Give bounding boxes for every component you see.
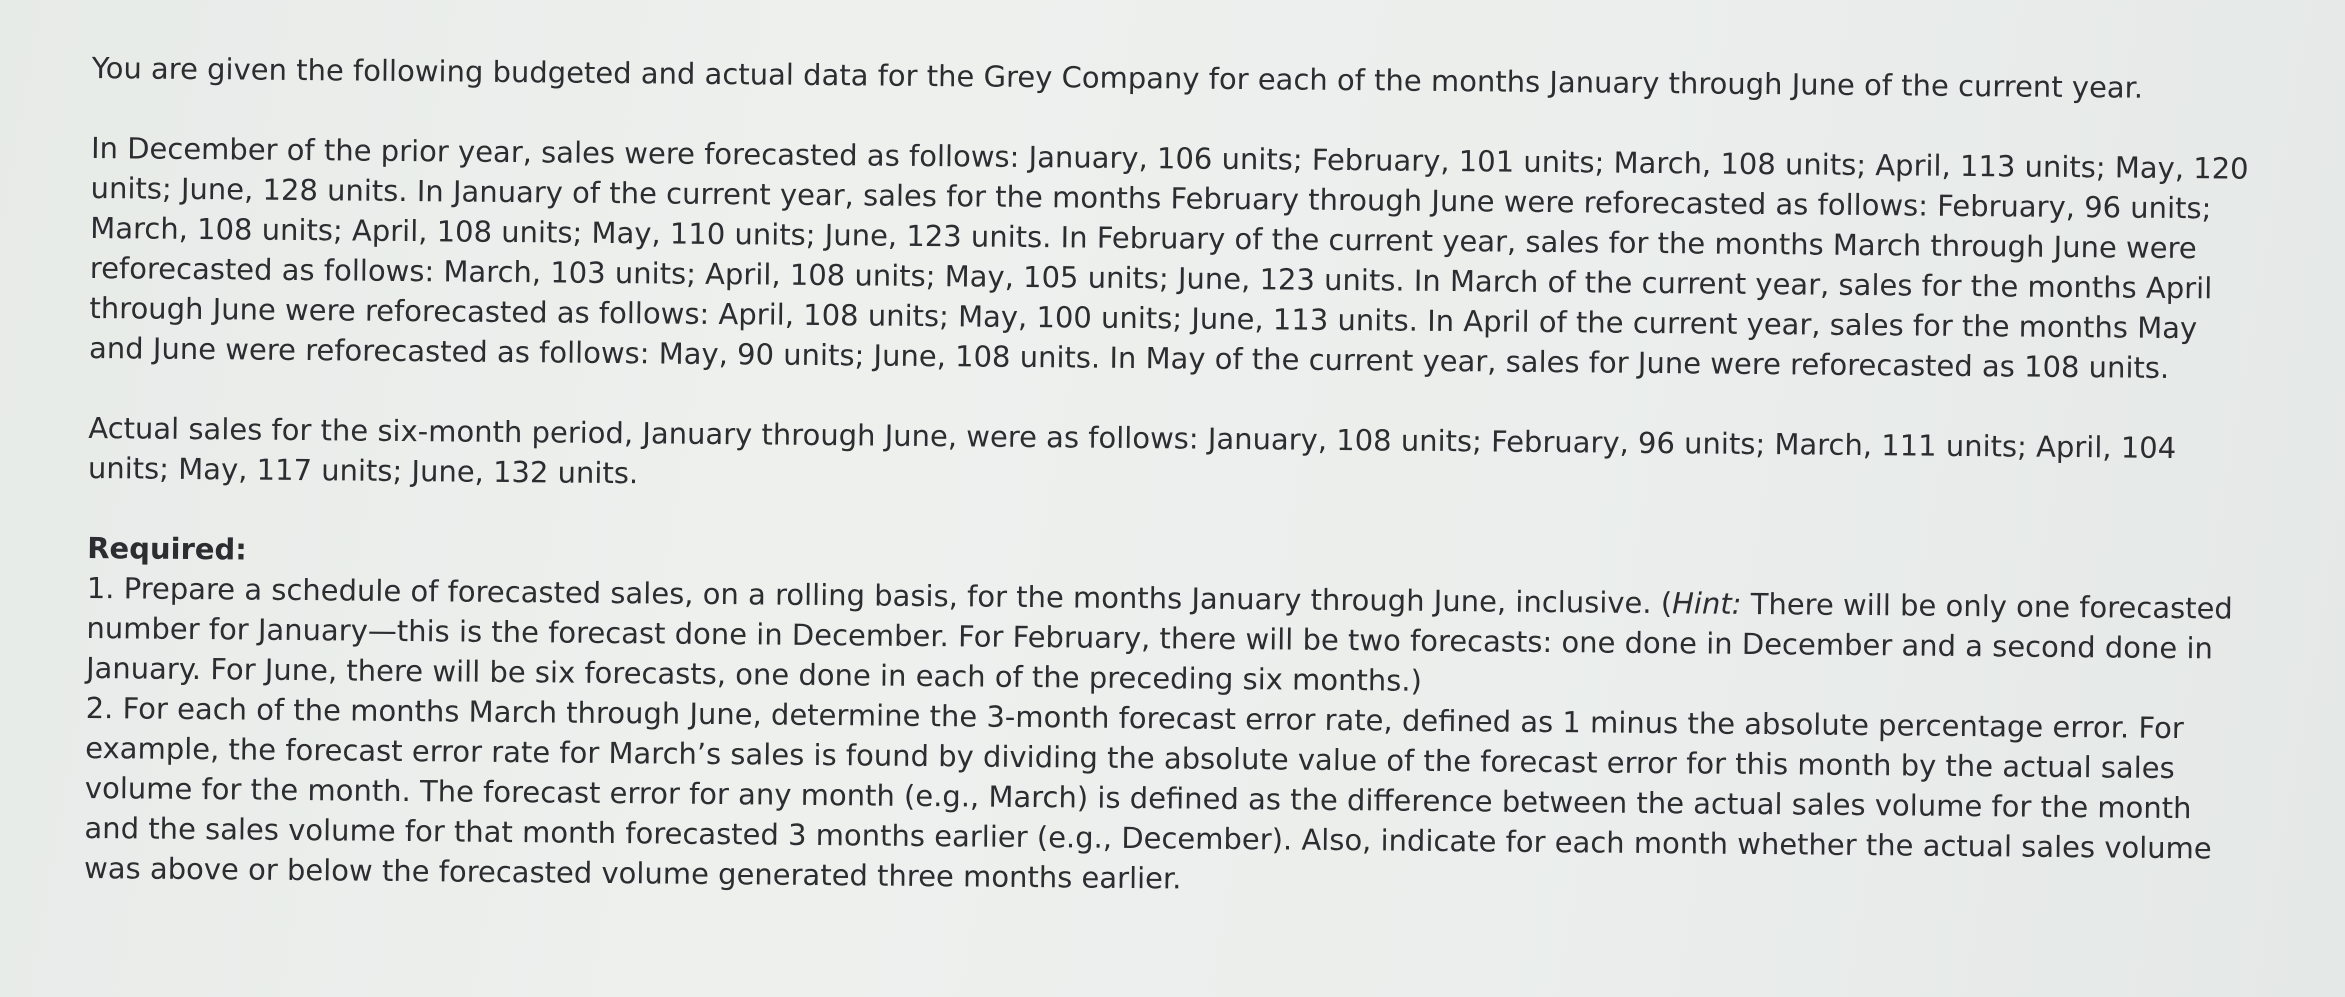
hint-label: Hint: (1671, 586, 1742, 621)
intro-paragraph: You are given the following budgeted and actual data for the Grey Company for each of the months January through June of the current year. (91, 50, 2144, 105)
forecasts-paragraph: In December of the prior year, sales were forecasted as follows: January, 106 units; February, 101 units; March, 108 units; April, 113 units; May, 120 units; June, 128 units. In January of the current year, sales for the months February through June were reforecasted as follows: February, 96 units; March, 108 units; April, 108 units; May, 110 units; June, 123 units. In February of the current year, sales for the months March through June were reforecasted as follows: March, 103 units; April, 108 units; May, 105 units; June, 123 units. In March of the current year, sales for the months April through June were reforecasted as follows: April, 108 units; May, 100 units; June, 113 units. In April of the current year, sales for the months May and June were reforecasted as follows: May, 90 units; June, 108 units. In May of the current year, sales for June were reforecasted as 108 units. (88, 130, 2249, 385)
required-item-1-prefix: 1. Prepare a schedule of forecasted sales, on a rolling basis, for the months January through June, inclusive. ( (86, 570, 1673, 621)
required-item-1 (86, 568, 2247, 709)
required-item-2: 2. For each of the months March through June, determine the 3-month forecast error rate, defined as 1 minus the absolute percentage error. For example, the forecast error rate for March’s sales is found by dividing the absolute value of the forecast error for this month by the actual sales volume for the month. The forecast error for any month (e.g., March) is defined as the difference between the actual sales volume for the month and the sales volume for that month forecasted 3 months earlier (e.g., December). Also, indicate for each month whether the actual sales volume was above or below the forecasted volume generated three months earlier. (83, 690, 2212, 896)
required-heading: Required: (87, 530, 248, 567)
actual-sales-paragraph: Actual sales for the six-month period, January through June, were as follows: January, 108 units; February, 96 units; March, 111 units; April, 104 units; May, 117 units; June, 132 units. (87, 410, 2177, 491)
required-section (84, 528, 2247, 909)
problem-text (84, 48, 2252, 909)
required-item-1-suffix: There will be only one forecasted number for January—this is the forecast done in December. For February, there will be two forecasts: one done in December and a second done in January. For June, there will be six forecasts, one done in each of the preceding six months.) (85, 586, 2233, 698)
